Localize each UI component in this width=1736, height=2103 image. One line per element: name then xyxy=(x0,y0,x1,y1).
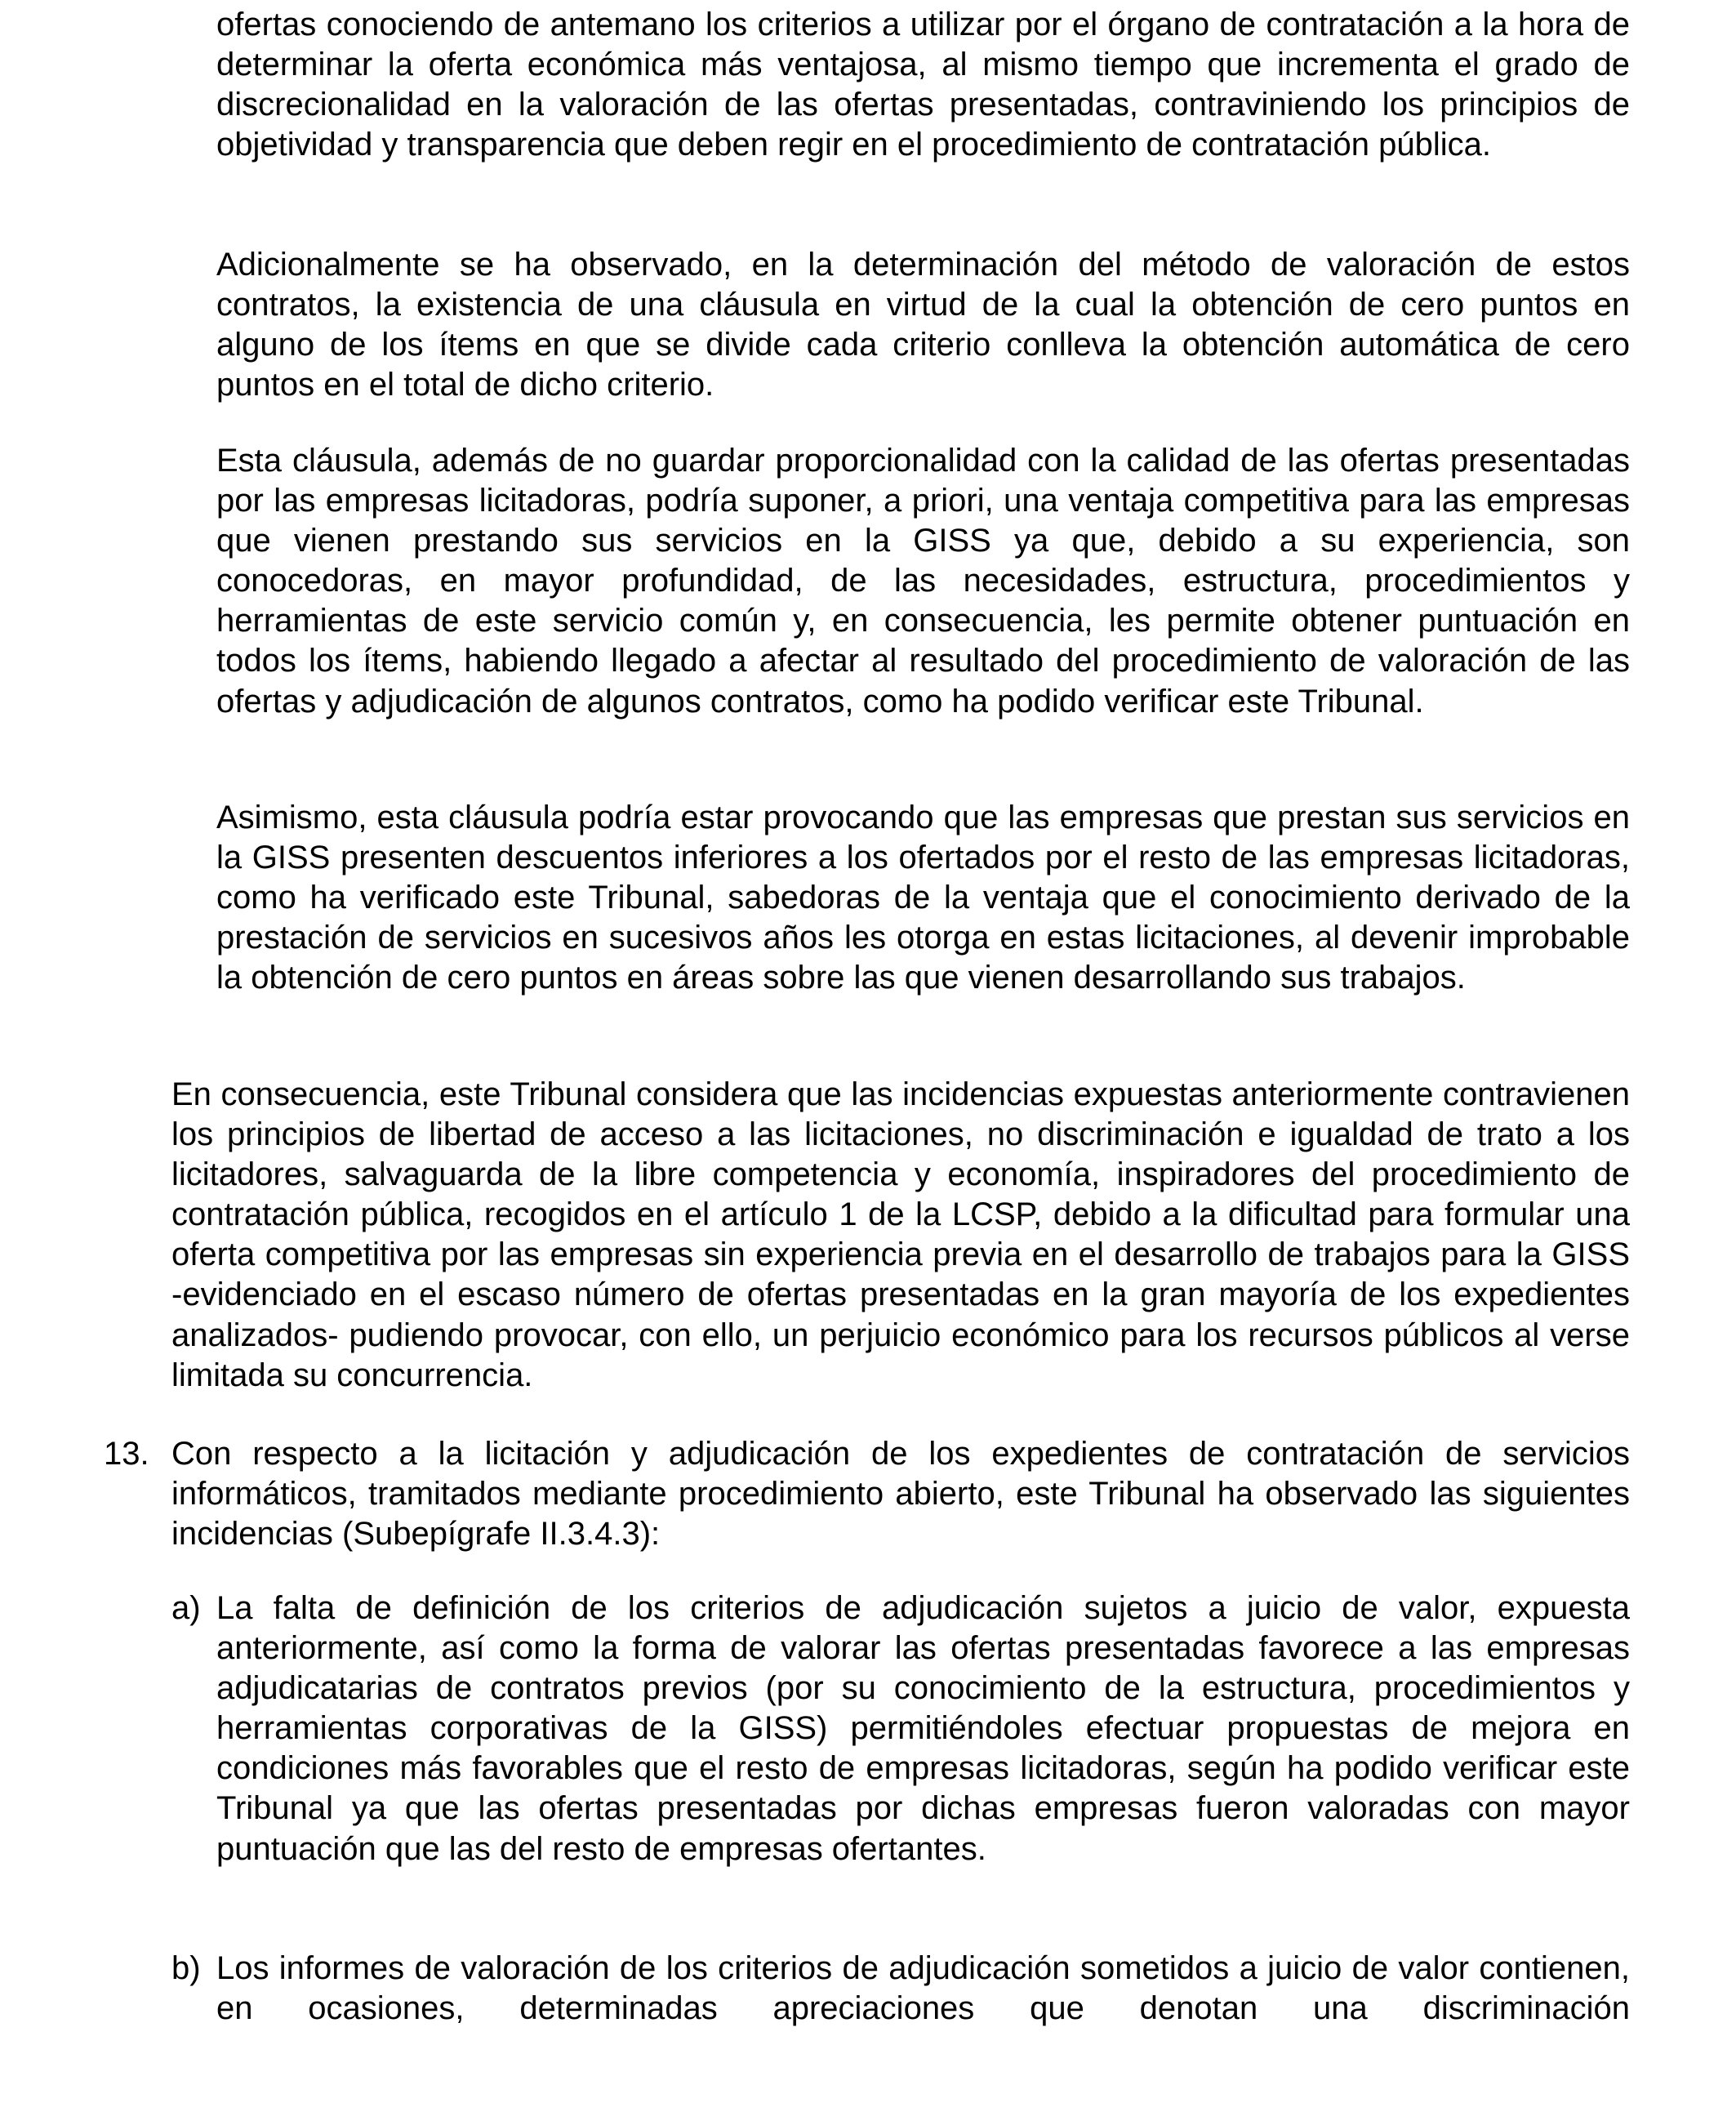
paragraph-3: Esta cláusula, además de no guardar proporcionalidad con la calidad de las ofertas presentadas por las empresas licitadoras, podría suponer, a priori, una ventaja competitiva para las empresas que vienen prestando sus servicios en la GISS ya que, debido a su experiencia, son conocedoras, en mayor profundidad, de las necesidades, estructura, procedimientos y herramientas de este servicio común y, en consecuencia, les permite obtener puntuación en todos los ítems, habiendo llegado a afectar al resultado del procedimiento de valoración de las ofertas y adjudicación de algunos contratos, como ha podido verificar este Tribunal. xyxy=(216,443,1630,720)
sub-item-b-marker: b) xyxy=(171,1950,201,1986)
list-item-13-text: Con respecto a la licitación y adjudicación de los expedientes de contratación de servicios informáticos, tramitados mediante procedimiento abierto, este Tribunal ha observado las siguientes incidencias (Subepígrafe II.3.4.3): xyxy=(171,1436,1630,1553)
paragraph-4: Asimismo, esta cláusula podría estar provocando que las empresas que prestan sus servicios en la GISS presenten descuentos inferiores a los ofertados por el resto de las empresas licitadoras, como ha verificado este Tribunal, sabedoras de la ventaja que el conocimiento derivado de la prestación de servicios en sucesivos años les otorga en estas licitaciones, al devenir improbable la obtención de cero puntos en áreas sobre las que vienen desarrollando sus trabajos. xyxy=(216,800,1630,996)
paragraph-5: En consecuencia, este Tribunal considera que las incidencias expuestas anteriormente contravienen los principios de libertad de acceso a las licitaciones, no discriminación e igualdad de trato a los licitadores, salvaguarda de la libre competencia y economía, inspiradores del procedimiento de contratación pública, recogidos en el artículo 1 de la LCSP, debido a la dificultad para formular una oferta competitiva por las empresas sin experiencia previa en el desarrollo de trabajos para la GISS -evidenciado en el escaso número de ofertas presentadas en la gran mayoría de los expedientes analizados- pudiendo provocar, con ello, un perjuicio económico para los recursos públicos al verse limitada su concurrencia. xyxy=(171,1076,1630,1393)
paragraph-2: Adicionalmente se ha observado, en la determinación del método de valoración de estos contratos, la existencia de una cláusula en virtud de la cual la obtención de cero puntos en alguno de los ítems en que se divide cada criterio conlleva la obtención automática de cero puntos en el total de dicho criterio. xyxy=(216,247,1630,403)
paragraph-1: ofertas conociendo de antemano los criterios a utilizar por el órgano de contratación a la hora de determinar la oferta económica más ventajosa, al mismo tiempo que incrementa el grado de discrecionalidad en la valoración de las ofertas presentadas, contraviniendo los principios de objetividad y transparencia que deben regir en el procedimiento de contratación pública. xyxy=(216,7,1630,163)
sub-item-a-marker: a) xyxy=(171,1590,201,1626)
sub-item-b-text: Los informes de valoración de los criterios de adjudicación sometidos a juicio de valor contienen, en ocasiones, determinadas apreciaciones que denotan una discriminación xyxy=(216,1950,1630,2027)
sub-item-a-text: La falta de definición de los criterios de adjudicación sujetos a juicio de valor, expuesta anteriormente, así como la forma de valorar las ofertas presentadas favorece a las empresas adjudicatarias de contratos previos (por su conocimiento de la estructura, procedimientos y herramientas corporativas de la GISS) permitiéndoles efectuar propuestas de mejora en condiciones más favorables que el resto de empresas licitadoras, según ha podido verificar este Tribunal ya que las ofertas presentadas por dichas empresas fueron valoradas con mayor puntuación que las del resto de empresas ofertantes. xyxy=(216,1590,1630,1867)
list-number-13: 13. xyxy=(104,1436,149,1472)
